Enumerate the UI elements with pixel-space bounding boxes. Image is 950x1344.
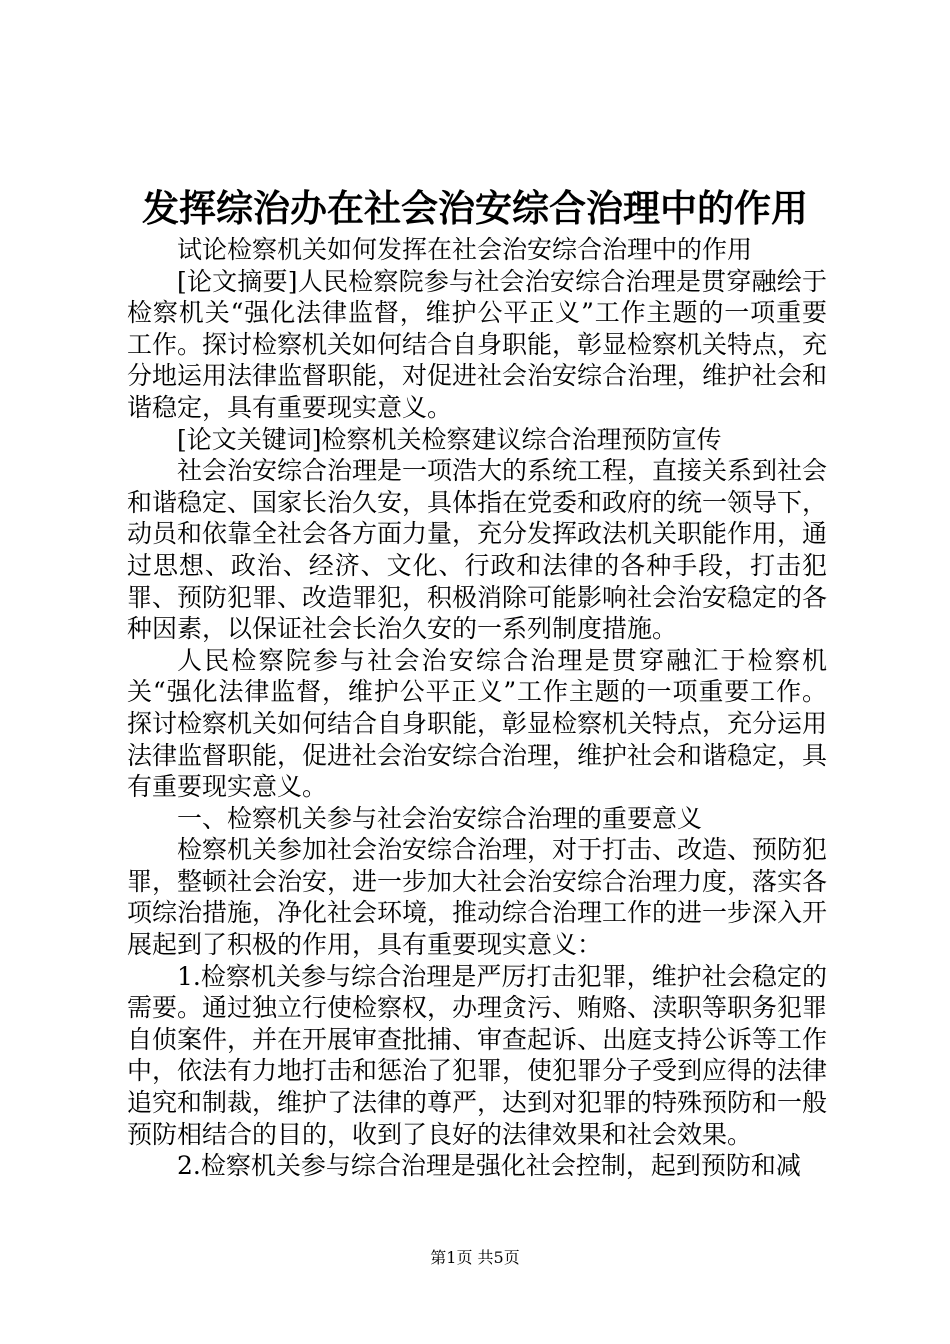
paragraph-subtitle: 试论检察机关如何发挥在社会治安综合治理中的作用 (177, 235, 753, 264)
document-body (127, 234, 827, 1182)
paragraph: 人民检察院参与社会治安综合治理是贯穿融汇于检察机关“强化法律监督，维护公平正义”工作主题的一项重要工作。探讨检察机关如何结合自身职能，彰显检察机关特点，充分运用法律监督职能，促进社会治安综合治理，维护社会和谐稳定，具有重要现实意义。 (127, 645, 828, 802)
paragraph: 检察机关参加社会治安综合治理，对于打击、改造、预防犯罪，整顿社会治安，进一步加大社会治安综合治理力度，落实各项综治措施，净化社会环境，推动综合治理工作的进一步深入开展起到了积极的作用，具有重要现实意义： (127, 835, 828, 960)
page-footer: 第1页 共5页 (430, 1248, 520, 1267)
document-title: 发挥综治办在社会治安综合治理中的作用 (142, 187, 808, 230)
paragraph: 1.检察机关参与综合治理是严厉打击犯罪，维护社会稳定的需要。通过独立行使检察权，办理贪污、贿赂、渎职等职务犯罪自侦案件，并在开展审查批捕、审查起诉、出庭支持公诉等工作中，依法有力地打击和惩治了犯罪，使犯罪分子受到应得的法律追究和制裁，维护了法律的尊严，达到对犯罪的特殊预防和一般预防相结合的目的，收到了良好的法律效果和社会效果。 (127, 961, 828, 1149)
paragraph: 社会治安综合治理是一项浩大的系统工程，直接关系到社会和谐稳定、国家长治久安，具体指在党委和政府的统一领导下，动员和依靠全社会各方面力量，充分发挥政法机关职能作用，通过思想、政治、经济、文化、行政和法律的各种手段，打击犯罪、预防犯罪、改造罪犯，积极消除可能影响社会治安稳定的各种因素，以保证社会长治久安的一系列制度措施。 (127, 456, 828, 644)
section-heading: 一、检察机关参与社会治安综合治理的重要意义 (177, 803, 703, 833)
paragraph-keywords: [论文关键词]检察机关检察建议综合治理预防宣传 (177, 424, 722, 454)
paragraph-abstract: [论文摘要]人民检察院参与社会治安综合治理是贯穿融绘于检察机关“强化法律监督，维护公平正义”工作主题的一项重要工作。探讨检察机关如何结合自身职能，彰显检察机关特点，充分地运用法律监督职能，对促进社会治安综合治理，维护社会和谐稳定，具有重要现实意义。 (127, 266, 828, 422)
paragraph: 2.检察机关参与综合治理是强化社会控制，起到预防和减 (177, 1151, 801, 1181)
